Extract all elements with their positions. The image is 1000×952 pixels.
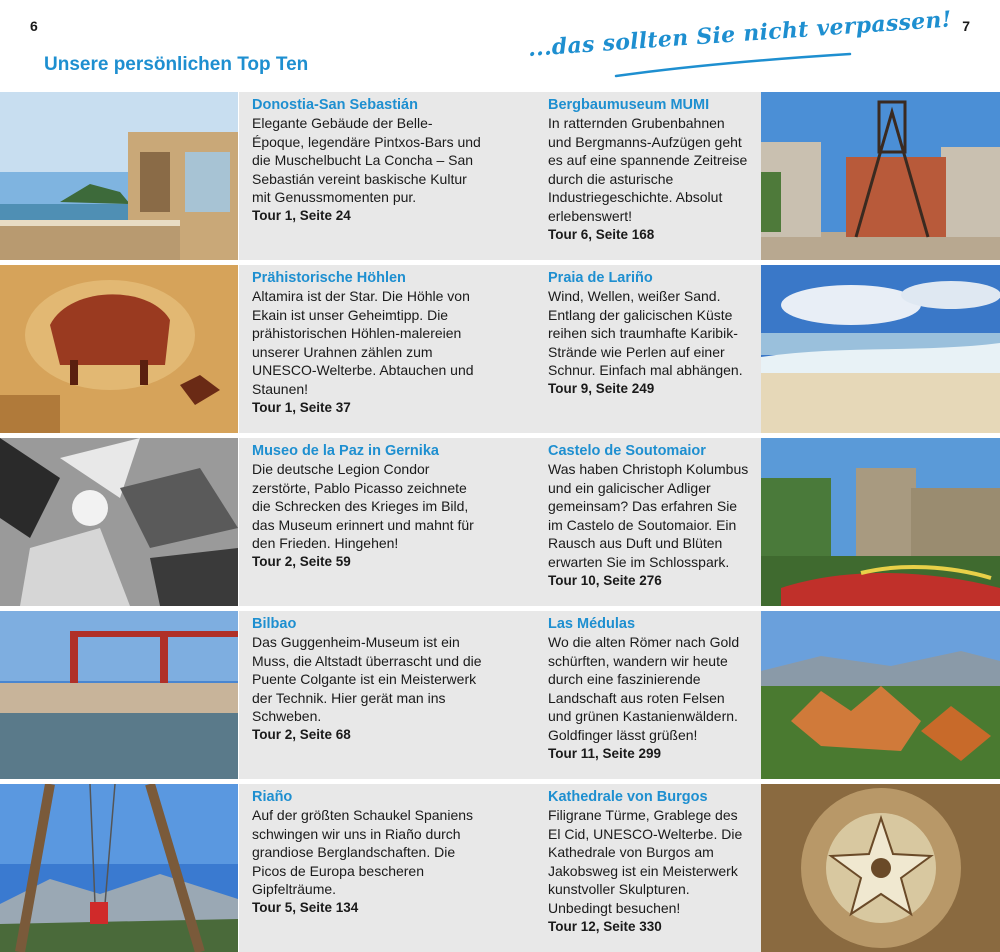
photo-las-medulas — [761, 611, 1000, 779]
entry-text-right — [535, 438, 761, 606]
photo-burgos-cathedral-ceiling — [761, 784, 1000, 952]
column-gap — [492, 784, 535, 952]
entry-text-left — [239, 784, 492, 952]
entry-title: Castelo de Soutomaior — [548, 443, 706, 459]
entry-tour-reference: Tour 1, Seite 24 — [252, 207, 351, 223]
page-heading-right: ...das sollten Sie nicht verpassen! — [527, 6, 953, 62]
entry-description: Auf der größten Schaukel Spaniens schwingen wir uns in Riaño durch grandiose Berglandschaften. Die Picos de Europa bescheren Gipfelträume. — [252, 807, 474, 898]
entry-description: Das Guggenheim-Museum ist ein Muss, die Altstadt überrascht und die Puente Colgante ist ein Meisterwerk der Technik. Hier gerät man ins Schweben. — [252, 634, 482, 725]
column-gap — [492, 438, 535, 606]
photo-riano-swing — [0, 784, 238, 952]
entry-text-left — [239, 92, 492, 260]
entry-text-right — [535, 265, 761, 433]
entry-tour-reference: Tour 2, Seite 68 — [252, 726, 351, 742]
entry-tour-reference: Tour 5, Seite 134 — [252, 899, 359, 915]
entry-title: Kathedrale von Burgos — [548, 789, 708, 805]
top-ten-row — [0, 265, 1000, 433]
top-ten-row — [0, 92, 1000, 260]
entry-text-left — [239, 265, 492, 433]
page-number-left: 6 — [30, 18, 38, 34]
entry-tour-reference: Tour 9, Seite 249 — [548, 380, 655, 396]
photo-castelo-soutomaior — [761, 438, 1000, 606]
column-gap — [492, 265, 535, 433]
entry-description: Was haben Christoph Kolumbus und ein galicischer Adliger gemeinsam? Das erfahren Sie im Castelo de Soutomaior. Ein Rausch aus Duft und Blüten erwarten Sie im Schlosspark. — [548, 461, 749, 570]
entry-tour-reference: Tour 12, Seite 330 — [548, 918, 662, 934]
top-ten-row — [0, 438, 1000, 606]
entry-title: Bergbaumuseum MUMI — [548, 97, 710, 113]
entry-description: Elegante Gebäude der Belle-Époque, legendäre Pintxos-Bars und die Muschelbucht La Concha – San Sebastián vereint baskische Kultur mit Genussmomenten pur. — [252, 115, 481, 206]
entry-text-right — [535, 92, 761, 260]
entry-title: Prähistorische Höhlen — [252, 270, 406, 286]
entry-description: Wo die alten Römer nach Gold schürften, wandern wir heute durch eine faszinierende Landschaft aus roten Felsen und grünen Kastanienwäldern. Goldfinger lässt grüßen! — [548, 634, 740, 743]
entry-description: In ratternden Grubenbahnen und Bergmanns-Aufzügen geht es auf eine spannende Zeitreise durch die asturische Industriegeschichte. Absolut erlebenswert! — [548, 115, 748, 224]
entry-title: Riaño — [252, 789, 293, 805]
entry-title: Bilbao — [252, 616, 297, 632]
photo-bilbao-bridge — [0, 611, 238, 779]
entry-description: Filigrane Türme, Grablege des El Cid, UNESCO-Welterbe. Die Kathedrale von Burgos am Jakobsweg ist ein Meisterwerk kunstvoller Skulpturen. Unbedingt besuchen! — [548, 807, 743, 916]
column-gap — [492, 92, 535, 260]
entry-title: Museo de la Paz in Gernika — [252, 443, 439, 459]
entry-tour-reference: Tour 1, Seite 37 — [252, 399, 351, 415]
photo-beach-larino — [761, 265, 1000, 433]
top-ten-row — [0, 611, 1000, 779]
entry-text-left — [239, 611, 492, 779]
photo-mumi-museum — [761, 92, 1000, 260]
photo-guernica-mural — [0, 438, 238, 606]
page-heading-left: Unsere persönlichen Top Ten — [44, 54, 309, 75]
page-number-right: 7 — [962, 18, 970, 34]
photo-san-sebastian — [0, 92, 238, 260]
entry-text-right — [535, 611, 761, 779]
entry-description: Wind, Wellen, weißer Sand. Entlang der galicischen Küste reihen sich traumhafte Karibik-Strände wie Perlen auf einer Schnur. Einfach mal abhängen. — [548, 288, 743, 379]
entry-tour-reference: Tour 11, Seite 299 — [548, 745, 662, 761]
entry-text-right — [535, 784, 761, 952]
heading-swoosh — [614, 52, 854, 80]
entry-description: Die deutsche Legion Condor zerstörte, Pablo Picasso zeichnete die Schrecken des Krieges im Bild, das Museum erinnert und mahnt für den Frieden. Hingehen! — [252, 461, 474, 552]
entry-tour-reference: Tour 6, Seite 168 — [548, 226, 655, 242]
entry-text-left — [239, 438, 492, 606]
top-ten-row — [0, 784, 1000, 952]
top-ten-grid — [0, 92, 1000, 952]
entry-title: Donostia-San Sebastián — [252, 97, 418, 113]
column-gap — [492, 611, 535, 779]
entry-tour-reference: Tour 2, Seite 59 — [252, 553, 351, 569]
entry-title: Praia de Lariño — [548, 270, 653, 286]
photo-cave-paintings — [0, 265, 238, 433]
entry-description: Altamira ist der Star. Die Höhle von Ekain ist unser Geheimtipp. Die prähistorischen Höhlen-malereien unserer Urahnen zählen zum UNESCO-Welterbe. Abtauchen und Staunen! — [252, 288, 474, 397]
entry-title: Las Médulas — [548, 616, 636, 632]
entry-tour-reference: Tour 10, Seite 276 — [548, 572, 662, 588]
